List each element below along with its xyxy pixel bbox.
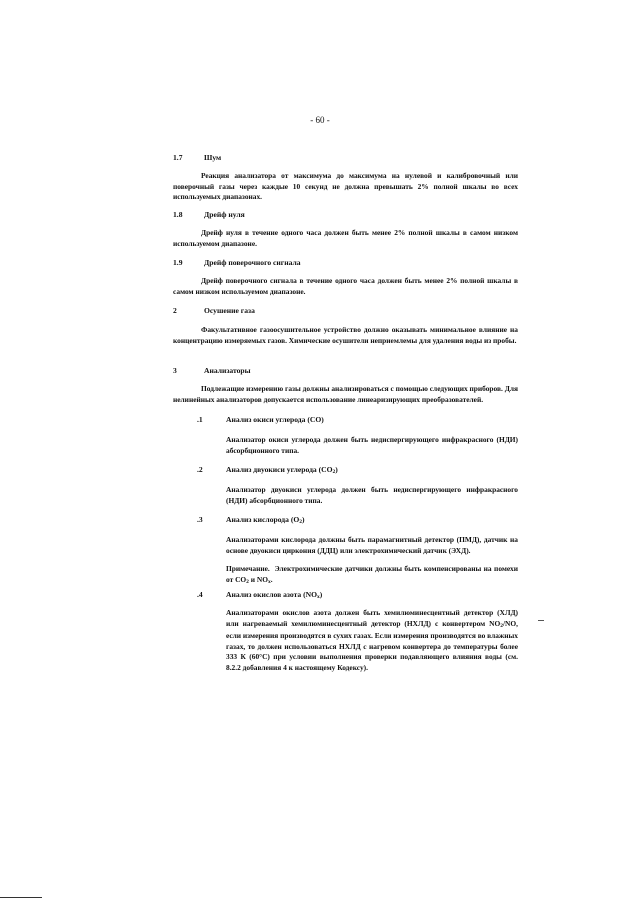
subscript: 2 [500,622,503,629]
section-text [173,384,518,405]
section-text [173,228,518,249]
section-text [173,276,518,297]
section-text-body: Подлежащие измерению газы должны анализироваться с помощью следующих приборов. Для нелинейных анализаторов допускается использование линеаризирующих преобразователей. [173,384,518,404]
subscript: 2 [299,519,303,525]
subscript: x [317,594,320,600]
subsection-number: .2 [197,465,203,474]
subsection-text: Анализатор двуокиси углерода должен быть недиспергирующего инфракрасного (НДИ) абсорбционного типа. [226,485,518,505]
note-text-end: . [270,574,273,584]
section-title: Дрейф нуля [204,210,245,219]
page-number: - 60 - [310,115,330,125]
section-title: Осушение газа [204,306,255,315]
section-number: 3 [173,366,177,375]
subsection-text-end: /NO, если измерения производятся в сухих газах. Если измерения производятся во влажных газах, то должен использоваться НХЛД с нагревом конвертера до температуры более 333 К (60°C) при условии выполнения проверки подавляющего влияния воды (см. 8.2.2 добавления 4 к настоящему Кодексу). [226,618,518,672]
note [226,564,518,587]
section-text-body: Факультативное газоосушительное устройство должно оказывать минимальное влияние на концентрацию измеряемых газов. Химические осушители неприемлемы для удаления воды из пробы. [173,325,518,345]
corner-mark [0,897,42,898]
section-text-body: Реакция анализатора от максимума до максимума на нулевой и калибровочный или поверочный газы через каждые 10 секунд не должна превышать 2% полной шкалы во всех используемых диапазонах. [173,171,518,202]
subsection-title: Анализ окиси углерода (CO) [226,415,324,424]
section-text-body: Дрейф нуля в течение одного часа должен быть менее 2% полной шкалы в самом низком используемом диапазоне. [173,228,518,248]
section-text [173,171,518,203]
subsection-title [226,515,305,525]
subsection-title-text: Анализ кислорода (O [226,515,300,524]
margin-mark [538,620,544,621]
section-number: 2 [173,306,177,315]
note-text: Электрохимические датчики должны быть компенсированы на помехи от CO [226,564,518,584]
section-number: 1.7 [173,153,183,162]
subsection-title [226,465,338,475]
section-number: 1.8 [173,210,183,219]
note-text-mid: и NO [248,574,268,584]
subsection-number: .3 [197,515,203,524]
section-title: Шум [204,153,222,162]
section-text [173,325,518,346]
section-title: Анализаторы [204,366,251,375]
section-number: 1.9 [173,258,183,267]
section-text-body: Дрейф поверочного сигнала в течение одного часа должен быть менее 2% полной шкалы в самом низком используемом диапазоне. [173,276,518,296]
subsection-text: Анализатор окиси углерода должен быть недиспергирующего инфракрасного (НДИ) абсорбционного типа. [226,435,518,455]
subsection-title-text: Анализ окислов азота (NO [226,590,318,599]
subscript: 2 [246,578,249,585]
subsection-title-text: Анализ двуокиси углерода (CO [226,465,333,474]
subsection-title-end: ) [319,590,323,599]
subscript: 2 [332,469,336,475]
subsection-title [226,590,322,600]
subsection-text-body: Анализаторами окислов азота должен быть хемилюминесцентный детектор (ХЛД) или нагреваемый хемилюминесцентный детектор (НХЛД) с конвертером NO [226,608,518,628]
subsection-title-end: ) [302,515,305,524]
subsection-number: .1 [197,415,203,424]
note-label: Примечание. [226,564,270,573]
subsection-text: Анализаторами кислорода должны быть парамагнитный детектор (ПМД), датчик на основе двуокиси циркония (ДДЦ) или электрохимический датчик (ЭХД). [226,535,518,555]
subsection-title-end: ) [335,465,338,474]
subscript: x [267,578,271,585]
subsection-number: .4 [197,590,203,599]
subsection-text [226,608,518,674]
section-title: Дрейф поверочного сигнала [204,258,301,267]
